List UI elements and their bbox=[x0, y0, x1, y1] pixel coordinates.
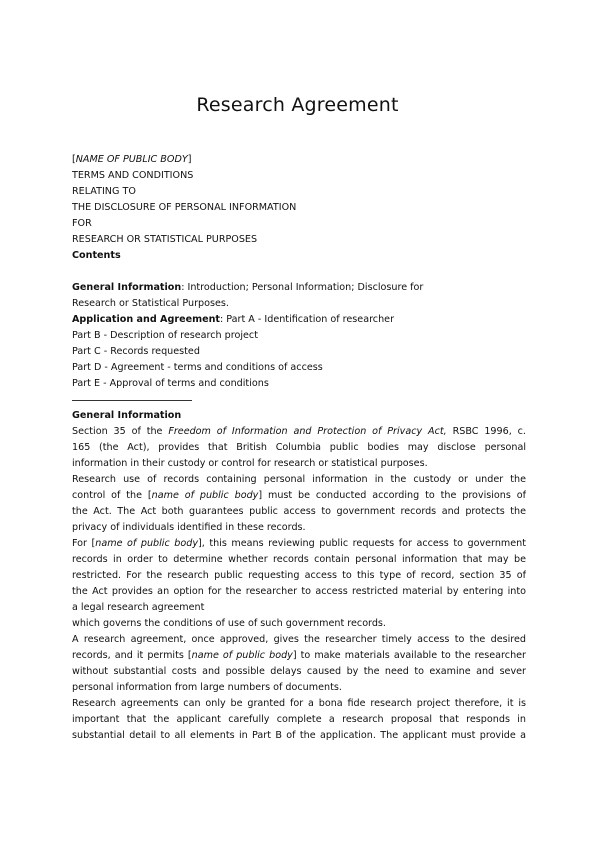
header-line: FOR bbox=[72, 218, 92, 229]
contents-application bbox=[72, 312, 526, 328]
paragraph-line: For [name of public body], this means reviewing public requests for access to government bbox=[72, 538, 526, 549]
header-public-body: [NAME OF PUBLIC BODY] bbox=[72, 154, 192, 165]
contents-heading: Contents bbox=[72, 250, 121, 261]
contents-part: Part C - Records requested bbox=[72, 346, 200, 357]
contents-part: Part D - Agreement - terms and conditions of access bbox=[72, 362, 323, 373]
paragraph-line: information in their custody or control for research or statistical purposes. bbox=[72, 458, 428, 469]
public-body-placeholder: name of public body bbox=[191, 650, 293, 661]
public-body-placeholder: name of public body bbox=[151, 490, 259, 501]
paragraph-line: Research agreements can only be granted for a bona fide research project therefore, it is bbox=[72, 698, 526, 709]
paragraph-line: A research agreement, once approved, gives the researcher timely access to the desired bbox=[72, 634, 526, 645]
paragraph-line: control of the [name of public body] must be conducted according to the provisions of bbox=[72, 490, 526, 501]
paragraph-line: which governs the conditions of use of such government records. bbox=[72, 618, 386, 629]
contents-aa-label: Application and Agreement bbox=[72, 314, 221, 325]
document-body bbox=[72, 152, 526, 744]
paragraph-line: personal information from large numbers of documents. bbox=[72, 682, 342, 693]
contents-aa-text: : Part A - Identification of researcher bbox=[220, 314, 395, 325]
paragraph-line: Research use of records containing personal information in the custody or under the bbox=[72, 474, 526, 485]
header-line: THE DISCLOSURE OF PERSONAL INFORMATION bbox=[72, 202, 297, 213]
public-body-placeholder: NAME OF PUBLIC BODY bbox=[75, 154, 188, 165]
contents-gi-text: : Introduction; Personal Information; Disclosure for bbox=[181, 282, 424, 293]
paragraph-line: without substantial costs and possible delays caused by the need to examine and sever bbox=[72, 666, 526, 677]
section-heading: General Information bbox=[72, 410, 182, 421]
public-body-placeholder: name of public body bbox=[95, 538, 198, 549]
paragraph-line: records, and it permits [name of public body] to make materials available to the researcher bbox=[72, 650, 526, 661]
paragraph-line: Section 35 of the Freedom of Information and Protection of Privacy Act, RSBC 1996, c. bbox=[72, 426, 526, 437]
contents-part: Part E - Approval of terms and conditions bbox=[72, 378, 269, 389]
act-title: Freedom of Information and Protection of Privacy Act, bbox=[168, 426, 447, 437]
header-line: RELATING TO bbox=[72, 186, 136, 197]
contents-gi-text2: Research or Statistical Purposes. bbox=[72, 298, 229, 309]
paragraph-line: 165 (the Act), provides that British Columbia public bodies may disclose personal bbox=[72, 442, 526, 453]
paragraph-line: restricted. For the research public requesting access to this type of record, section 35 of bbox=[72, 570, 526, 581]
contents-general-info bbox=[72, 280, 526, 296]
paragraph-line: privacy of individuals identified in these records. bbox=[72, 522, 306, 533]
header-line: TERMS AND CONDITIONS bbox=[72, 170, 194, 181]
spacer bbox=[72, 264, 526, 280]
contents-gi-label: General Information bbox=[72, 282, 182, 293]
paragraph-line: the Act. The Act both guarantees public access to government records and protects the bbox=[72, 506, 526, 517]
contents-part: Part B - Description of research project bbox=[72, 330, 258, 341]
separator-rule bbox=[72, 392, 526, 408]
header-line: RESEARCH OR STATISTICAL PURPOSES bbox=[72, 234, 258, 245]
paragraph-line: substantial detail to all elements in Part B of the application. The applicant must provide a bbox=[72, 730, 526, 741]
paragraph-line: records in order to determine whether records contain personal information that may be bbox=[72, 554, 526, 565]
paragraph-line: important that the applicant carefully complete a research proposal that responds in bbox=[72, 714, 526, 725]
paragraph-line: a legal research agreement bbox=[72, 602, 205, 613]
paragraph-line: the Act provides an option for the researcher to access restricted material by entering into bbox=[72, 586, 526, 597]
document-title: Research Agreement bbox=[196, 94, 399, 116]
